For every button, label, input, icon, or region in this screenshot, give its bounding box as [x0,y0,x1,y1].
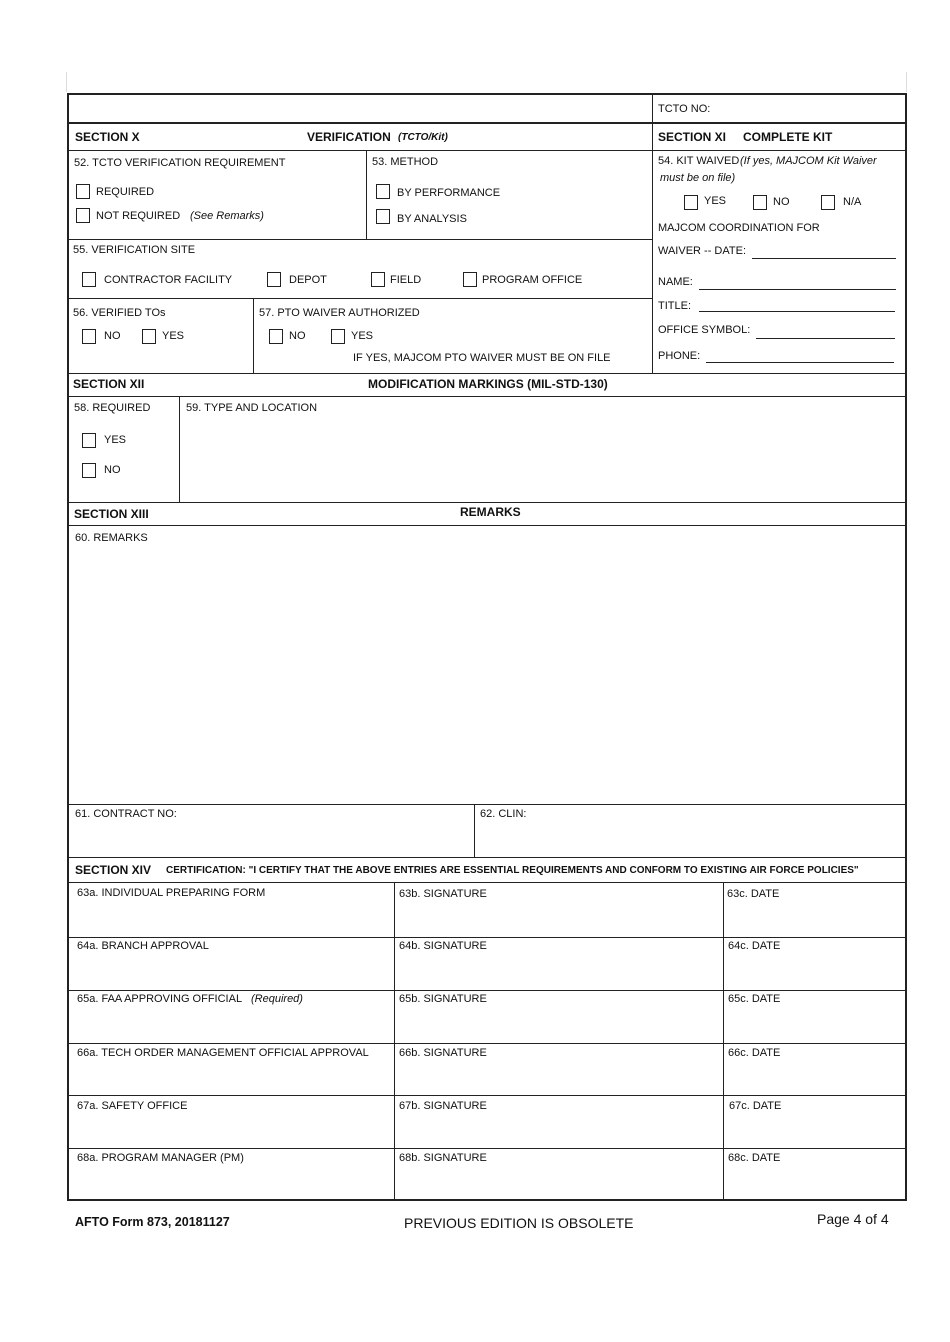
pto-waiver-note: IF YES, MAJCOM PTO WAIVER MUST BE ON FILE [353,352,611,364]
section-xiii-subtitle: REMARKS [460,505,521,519]
pto-waiver-yes-checkbox[interactable] [331,329,345,344]
depot-checkbox[interactable] [267,272,281,287]
item56-label: 56. VERIFIED TOs [73,307,166,319]
waiver-date-field[interactable] [752,258,896,259]
markings-no-label: NO [104,464,121,476]
row67-signature-field[interactable] [396,1115,721,1145]
verified-tos-yes-checkbox[interactable] [142,329,156,344]
row68-signature-field[interactable] [396,1167,721,1197]
divider [253,299,254,374]
kit-waived-na-label: N/A [843,196,862,208]
row68-date-label: 68c. DATE [728,1152,781,1164]
not-required-note: (See Remarks) [190,210,264,222]
divider [394,883,395,1200]
item52-label: 52. TCTO VERIFICATION REQUIREMENT [74,157,286,169]
remarks-input[interactable] [72,548,902,800]
divider [723,883,724,1200]
section-xi-title: SECTION XI [658,130,727,144]
item54-label: 54. KIT WAIVED [658,155,740,167]
program-office-checkbox[interactable] [463,272,477,287]
divider [68,1043,906,1044]
section-x-subtitle: VERIFICATION [307,130,391,144]
name-field[interactable] [699,289,896,290]
row64-branch-label: 64a. BRANCH APPROVAL [77,940,209,952]
contractor-facility-label: CONTRACTOR FACILITY [104,274,233,286]
pto-waiver-yes-label: YES [351,330,374,342]
row66-date-label: 66c. DATE [728,1047,781,1059]
row67-signature-label: 67b. SIGNATURE [399,1100,487,1112]
kit-waived-yes-label: YES [704,195,727,207]
item53-label: 53. METHOD [372,156,439,168]
divider [68,298,652,299]
item54-note-2: must be on file) [660,172,736,184]
divider [68,937,906,938]
markings-required-yes-checkbox[interactable] [82,433,96,448]
clin-input[interactable] [478,824,902,854]
phone-label: PHONE: [658,350,701,362]
row68-signature-label: 68b. SIGNATURE [399,1152,487,1164]
divider [366,151,367,239]
item60-label: 60. REMARKS [75,532,148,544]
office-symbol-label: OFFICE SYMBOL: [658,324,751,336]
kit-waived-no-label: NO [773,196,790,208]
section-xi-subtitle: COMPLETE KIT [743,130,833,144]
divider [68,396,906,397]
section-x-subtitle-note: (TCTO/Kit) [398,132,448,143]
row64-signature-label: 64b. SIGNATURE [399,940,487,952]
markings-yes-label: YES [104,434,127,446]
section-xii-subtitle: MODIFICATION MARKINGS (MIL-STD-130) [368,377,608,391]
row67-safety-label: 67a. SAFETY OFFICE [77,1100,188,1112]
kit-waived-no-checkbox[interactable] [753,195,767,210]
type-and-location-input[interactable] [182,418,902,498]
row64-signature-field[interactable] [396,955,721,987]
row63-date-label: 63c. DATE [727,888,780,900]
item57-label: 57. PTO WAIVER AUTHORIZED [259,307,420,319]
row65-signature-field[interactable] [396,1008,721,1040]
by-performance-label: BY PERFORMANCE [397,187,501,199]
row64-date-label: 64c. DATE [728,940,781,952]
verified-tos-no-checkbox[interactable] [82,329,96,344]
item62-label: 62. CLIN: [480,808,527,820]
pto-waiver-no-checkbox[interactable] [269,329,283,344]
divider [652,94,653,374]
majcom-coordination-label: MAJCOM COORDINATION FOR [658,222,820,234]
divider [474,805,475,857]
verified-tos-yes-label: YES [162,330,185,342]
by-performance-checkbox[interactable] [376,184,390,199]
office-symbol-field[interactable] [756,338,895,339]
divider [68,525,906,526]
page-guide-right [906,72,907,92]
item59-label: 59. TYPE AND LOCATION [186,402,318,414]
verified-tos-no-label: NO [104,330,121,342]
tcto-no-input[interactable] [712,98,902,118]
divider [68,804,906,805]
divider [68,502,906,503]
section-xiv-title: SECTION XIV [75,863,152,877]
row63-signature-label: 63b. SIGNATURE [399,888,487,900]
divider [68,857,906,858]
row63-individual-label: 63a. INDIVIDUAL PREPARING FORM [77,887,266,899]
row67-date-label: 67c. DATE [729,1100,782,1112]
depot-label: DEPOT [289,274,327,286]
required-checkbox[interactable] [76,184,90,199]
divider [68,373,906,374]
page-number: Page 4 of 4 [817,1211,889,1227]
row66-signature-field[interactable] [396,1062,721,1092]
row68-pm-label: 68a. PROGRAM MANAGER (PM) [77,1152,244,1164]
row65-faa-label: 65a. FAA APPROVING OFFICIAL [77,993,243,1005]
contractor-facility-checkbox[interactable] [82,272,96,287]
divider [179,397,180,502]
required-label: REQUIRED [96,186,155,198]
section-xiii-title: SECTION XIII [74,507,149,521]
title-label: TITLE: [658,300,692,312]
name-label: NAME: [658,276,693,288]
markings-required-no-checkbox[interactable] [82,463,96,478]
field-checkbox[interactable] [371,272,385,287]
edition-notice: PREVIOUS EDITION IS OBSOLETE [404,1215,634,1231]
contract-no-input[interactable] [72,824,470,854]
row65-faa-note: (Required) [251,993,303,1005]
title-field[interactable] [699,311,895,312]
tcto-no-label: TCTO NO: [658,103,711,115]
kit-waived-yes-checkbox[interactable] [684,195,698,210]
row63-signature-field[interactable] [396,903,721,935]
item55-label: 55. VERIFICATION SITE [73,244,196,256]
by-analysis-label: BY ANALYSIS [397,213,467,225]
divider [68,882,906,883]
item61-label: 61. CONTRACT NO: [75,808,177,820]
divider [68,1148,906,1149]
by-analysis-checkbox[interactable] [376,209,390,224]
row66-tech-order-label: 66a. TECH ORDER MANAGEMENT OFFICIAL APPROVAL [77,1047,369,1059]
pto-waiver-no-label: NO [289,330,306,342]
phone-field[interactable] [706,362,894,363]
not-required-checkbox[interactable] [76,208,90,223]
divider [68,239,652,240]
page-guide-left [66,72,67,92]
certification-statement: CERTIFICATION: "I CERTIFY THAT THE ABOVE ENTRIES ARE ESSENTIAL REQUIREMENTS AND CONFORM TO EXISTING AIR FORCE POLICIES" [166,865,859,876]
form-id: AFTO Form 873, 20181127 [75,1215,230,1229]
not-required-label: NOT REQUIRED [96,210,181,222]
section-x-title: SECTION X [75,130,140,144]
row65-signature-label: 65b. SIGNATURE [399,993,487,1005]
program-office-label: PROGRAM OFFICE [482,274,583,286]
row66-signature-label: 66b. SIGNATURE [399,1047,487,1059]
divider [68,150,906,151]
divider [68,1095,906,1096]
waiver-date-label: WAIVER -- DATE: [658,245,746,257]
item54-note-1: (If yes, MAJCOM Kit Waiver [740,155,877,167]
row65-date-label: 65c. DATE [728,993,781,1005]
item58-label: 58. REQUIRED [74,402,151,414]
kit-waived-na-checkbox[interactable] [821,195,835,210]
section-xii-title: SECTION XII [73,377,145,391]
divider [68,990,906,991]
divider [68,122,906,124]
field-label: FIELD [390,274,422,286]
